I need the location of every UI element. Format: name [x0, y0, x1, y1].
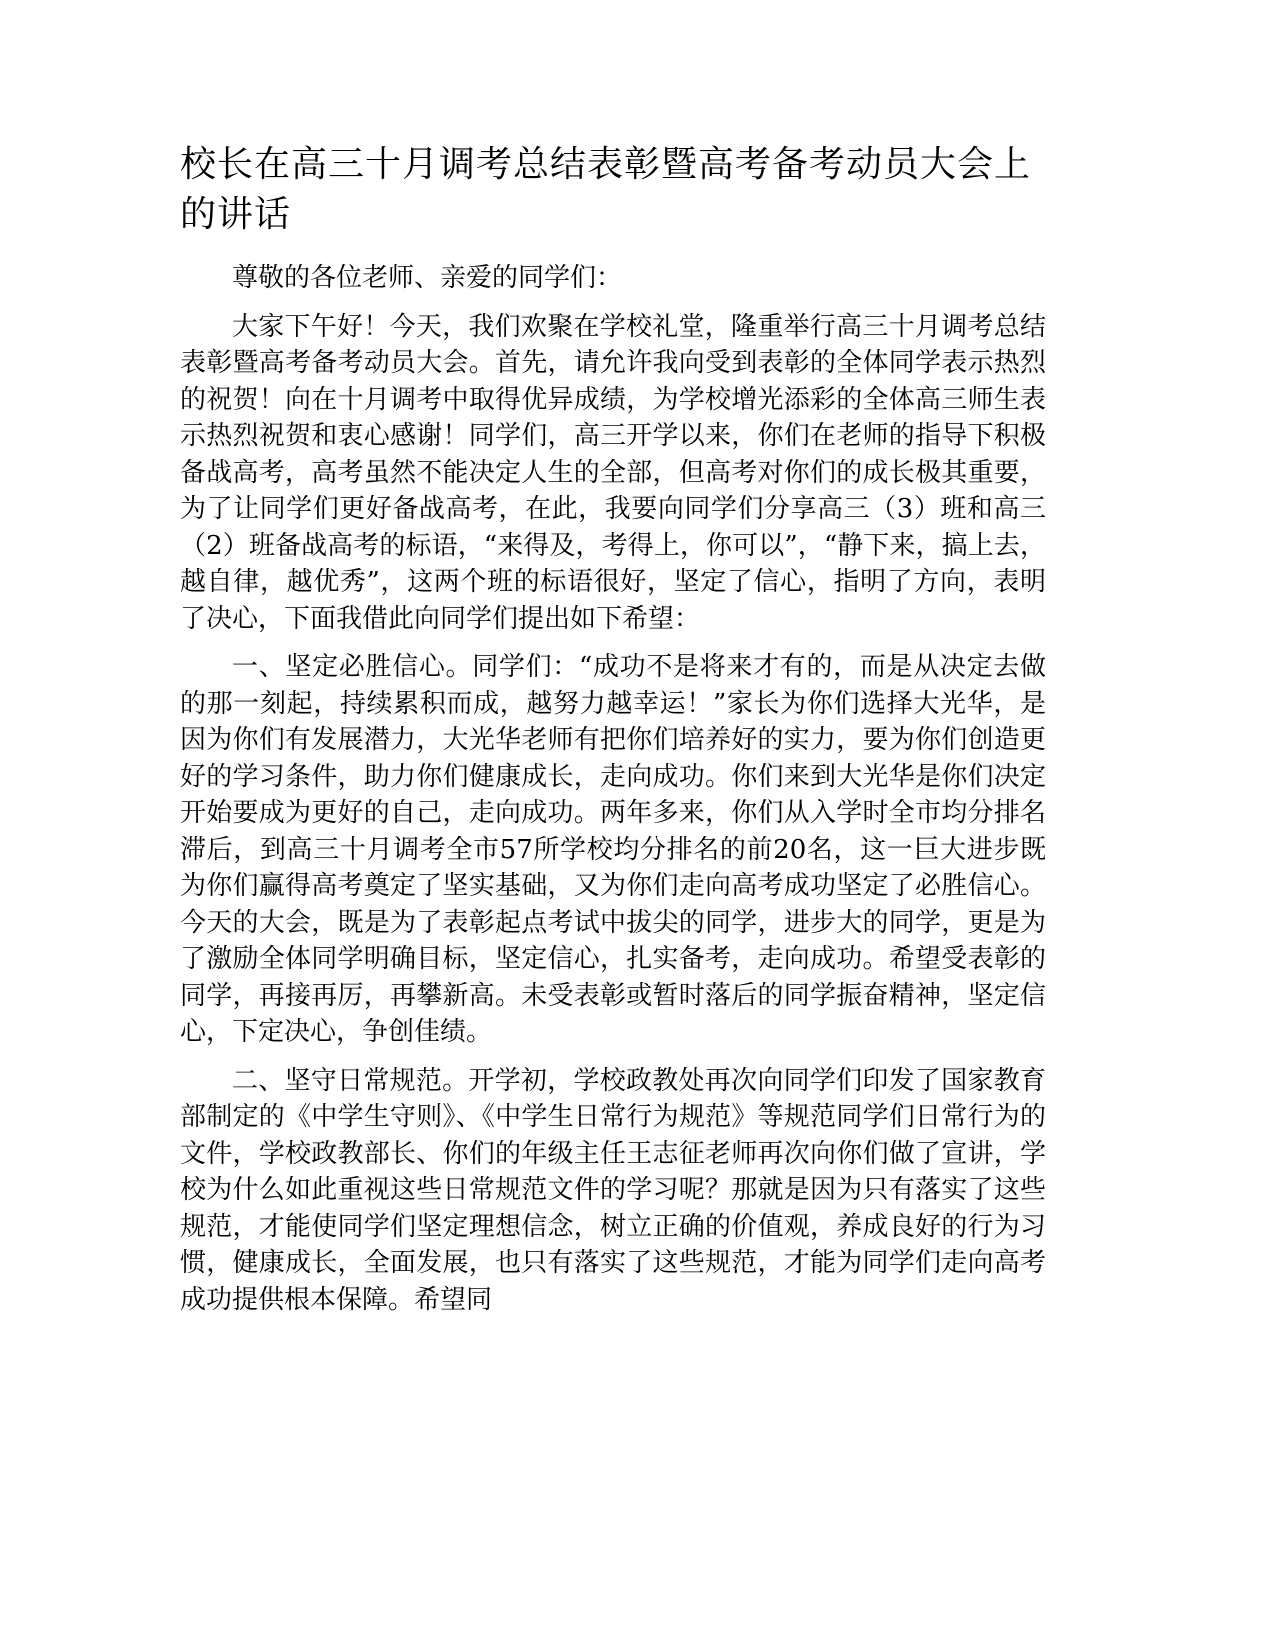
paragraph-point-two: 二、坚守日常规范。开学初，学校政教处再次向同学们印发了国家教育部制定的《中学生守则》、《中学生日常行为规范》等规范同学们日常行为的文件，学校政教部长、你们的年级主任王志征老师再次向你们做了宣讲，学校为什么如此重视这些日常规范文件的学习呢？那就是因为只有落实了这些规范，才能使同学们坚定理想信念，树立正确的价值观，养成良好的行为习惯，健康成长，全面发展，也只有落实了这些规范，才能为同学们走向高考成功提供根本保障。希望同: [180, 1065, 1046, 1315]
document-body: [180, 260, 1046, 1318]
paragraph-greeting: 大家下午好！今天，我们欢聚在学校礼堂，隆重举行高三十月调考总结表彰暨高考备考动员大会。首先，请允许我向受到表彰的全体同学表示热烈的祝贺！向在十月调考中取得优异成绩，为学校增光添彩的全体高三师生表示热烈祝贺和衷心感谢！同学们，高三开学以来，你们在老师的指导下积极备战高考，高考虽然不能决定人生的全部，但高考对你们的成长极其重要，为了让同学们更好备战高考，在此，我要向同学们分享高三（3）班和高三（2）班备战高考的标语，“来得及，考得上，你可以”，“静下来，搞上去，越自律，越优秀”，这两个班的标语很好，坚定了信心，指明了方向，表明了决心，下面我借此向同学们提出如下希望：: [180, 311, 1046, 634]
paragraph-point-one: 一、坚定必胜信心。同学们：“成功不是将来才有的，而是从决定去做的那一刻起，持续累积而成，越努力越幸运！”家长为你们选择大光华，是因为你们有发展潜力，大光华老师有把你们培养好的实力，要为你们创造更好的学习条件，助力你们健康成长，走向成功。你们来到大光华是你们决定开始要成为更好的自己，走向成功。两年多来，你们从入学时全市均分排名滞后，到高三十月调考全市57所学校均分排名的前20名，这一巨大进步既为你们赢得高考奠定了坚实基础，又为你们走向高考成功坚定了必胜信心。今天的大会，既是为了表彰起点考试中拔尖的同学，进步大的同学，更是为了激励全体同学明确目标，坚定信心，扎实备考，走向成功。希望受表彰的同学，再接再厉，再攀新高。未受表彰或暂时落后的同学振奋精神，坚定信心，下定决心，争创佳绩。: [180, 652, 1046, 1047]
salutation: 尊敬的各位老师、亲爱的同学们：: [232, 263, 623, 293]
document-page: [180, 140, 1046, 1330]
document-title: 校长在高三十月调考总结表彰暨高考备考动员大会上的讲话: [180, 144, 1032, 235]
